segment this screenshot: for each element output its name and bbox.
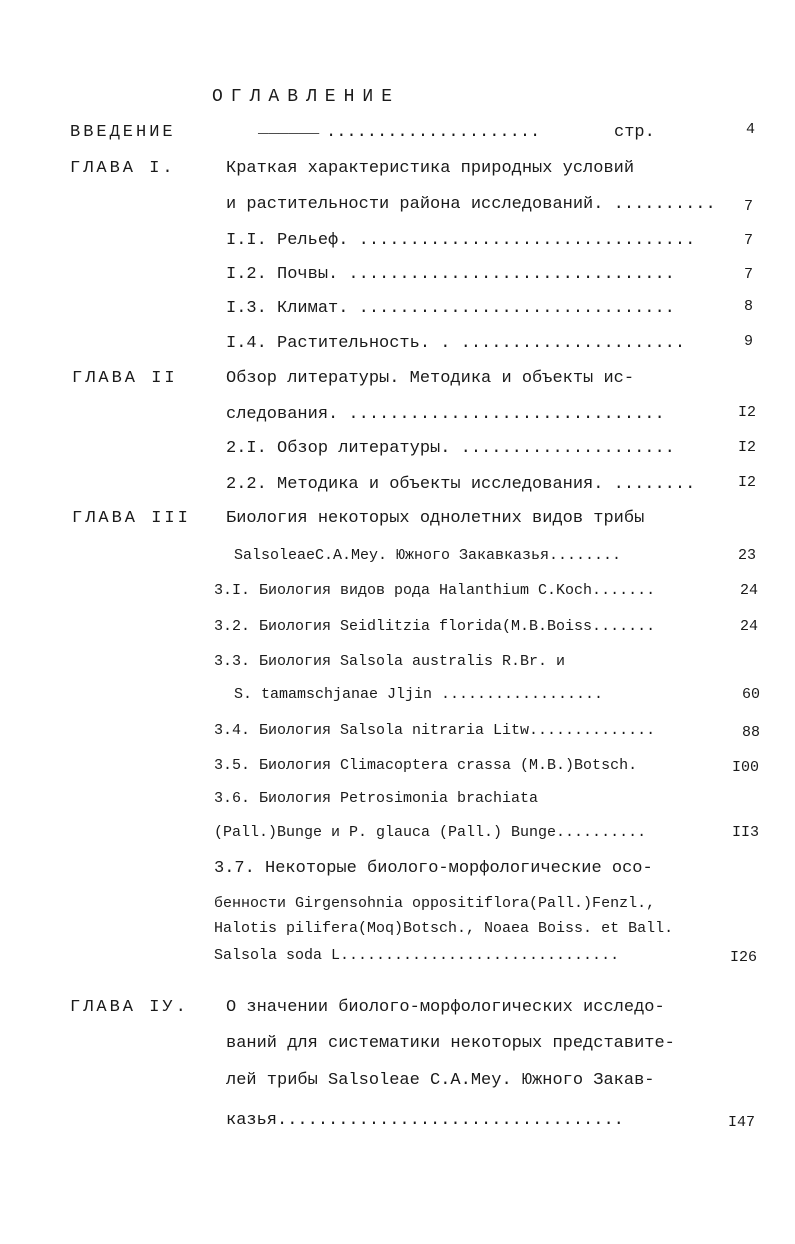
ch3-s3-line1: 3.3. Биология Salsola australis R.Br. и bbox=[214, 653, 566, 670]
ch4-title-line2: ваний для систематики некоторых представите- bbox=[226, 1034, 675, 1053]
ch3-s7-line4: Salsola soda L............................... bbox=[214, 947, 620, 964]
ch1-page: 7 bbox=[744, 198, 754, 215]
ch3-s2: 3.2. Биология Seidlitzia florida(M.B.Boiss....... bbox=[214, 618, 656, 635]
ch2-s1: 2.I. Обзор литературы. ..................... bbox=[226, 439, 675, 458]
ch4-title-line1: О значении биолого-морфологических исследо- bbox=[226, 998, 665, 1017]
ch3-s7-line3: Halotis pilifera(Moq)Botsch., Noaea Boiss. et Ball. bbox=[214, 920, 674, 937]
ch3-s6-line1: 3.6. Биология Petrosimonia brachiata bbox=[214, 790, 539, 807]
ch3-s1-page: 24 bbox=[740, 582, 759, 599]
ch2-s1-page: I2 bbox=[738, 439, 757, 456]
toc-title: ОГЛАВЛЕНИЕ bbox=[212, 87, 401, 107]
ch1-s4: I.4. Растительность. . ...................... bbox=[226, 334, 686, 353]
ch3-s7-page: I26 bbox=[730, 949, 758, 966]
intro-label: ВВЕДЕНИЕ bbox=[70, 123, 176, 142]
ch3-s3-line2: S. tamamschjanae Jljin .................. bbox=[234, 686, 604, 703]
ch3-s7-line1: 3.7. Некоторые биолого-морфологические осо- bbox=[214, 859, 653, 878]
ch3-s6-page: II3 bbox=[732, 824, 760, 841]
ch3-s5-page: I00 bbox=[732, 759, 760, 776]
intro-str: стр. bbox=[614, 123, 655, 142]
ch1-s3: I.3. Климат. ............................... bbox=[226, 299, 675, 318]
ch1-s4-page: 9 bbox=[744, 333, 754, 350]
ch1-s1-page: 7 bbox=[744, 232, 754, 249]
ch1-label: ГЛАВА I. bbox=[70, 159, 176, 178]
ch1-title-line1: Краткая характеристика природных условий bbox=[226, 159, 635, 178]
ch3-title-line2: SalsoleaeC.A.Mey. Южного Закавказья........ bbox=[234, 547, 622, 564]
ch3-label: ГЛАВА III bbox=[72, 509, 191, 528]
intro-leader: ..................... bbox=[326, 123, 541, 142]
ch2-label: ГЛАВА II bbox=[72, 369, 178, 388]
ch3-s7-line2: бенности Girgensohnia oppositiflora(Pall.)Fenzl., bbox=[214, 895, 656, 912]
ch4-label: ГЛАВА IУ. bbox=[70, 998, 189, 1017]
intro-dash: ______ bbox=[258, 119, 320, 138]
ch2-title-line2: следования. ............................... bbox=[226, 405, 665, 424]
ch1-title-line2: и растительности района исследований. .......... bbox=[226, 195, 716, 214]
ch1-s2: I.2. Почвы. ................................ bbox=[226, 265, 675, 284]
ch3-s5: 3.5. Биология Climacoptera crassa (M.B.)Botsch. bbox=[214, 757, 638, 774]
ch2-s2-page: I2 bbox=[738, 474, 757, 491]
ch4-page: I47 bbox=[728, 1114, 756, 1131]
intro-page: 4 bbox=[746, 121, 756, 138]
ch4-title-line3: лей трибы Salsoleae C.A.Mey. Южного Закав- bbox=[226, 1071, 655, 1090]
ch2-s2: 2.2. Методика и объекты исследования. ........ bbox=[226, 475, 696, 494]
ch2-title-line1: Обзор литературы. Методика и объекты ис- bbox=[226, 369, 635, 388]
ch3-s3-page: 60 bbox=[742, 686, 761, 703]
ch1-s2-page: 7 bbox=[744, 266, 754, 283]
ch1-s1: I.I. Рельеф. ................................. bbox=[226, 231, 696, 250]
ch3-s2-page: 24 bbox=[740, 618, 759, 635]
ch3-title-line1: Биология некоторых однолетних видов трибы bbox=[226, 509, 645, 528]
ch3-s4: 3.4. Биология Salsola nitraria Litw.............. bbox=[214, 722, 656, 739]
ch3-s1: 3.I. Биология видов рода Halanthium C.Koch....... bbox=[214, 582, 656, 599]
ch1-s3-page: 8 bbox=[744, 298, 754, 315]
ch4-title-line4: казья.................................. bbox=[226, 1111, 624, 1130]
ch3-s4-page: 88 bbox=[742, 724, 761, 741]
ch3-s6-line2: (Pall.)Bunge и P. glauca (Pall.) Bunge.......... bbox=[214, 824, 647, 841]
ch2-page: I2 bbox=[738, 404, 757, 421]
ch3-page: 23 bbox=[738, 547, 757, 564]
